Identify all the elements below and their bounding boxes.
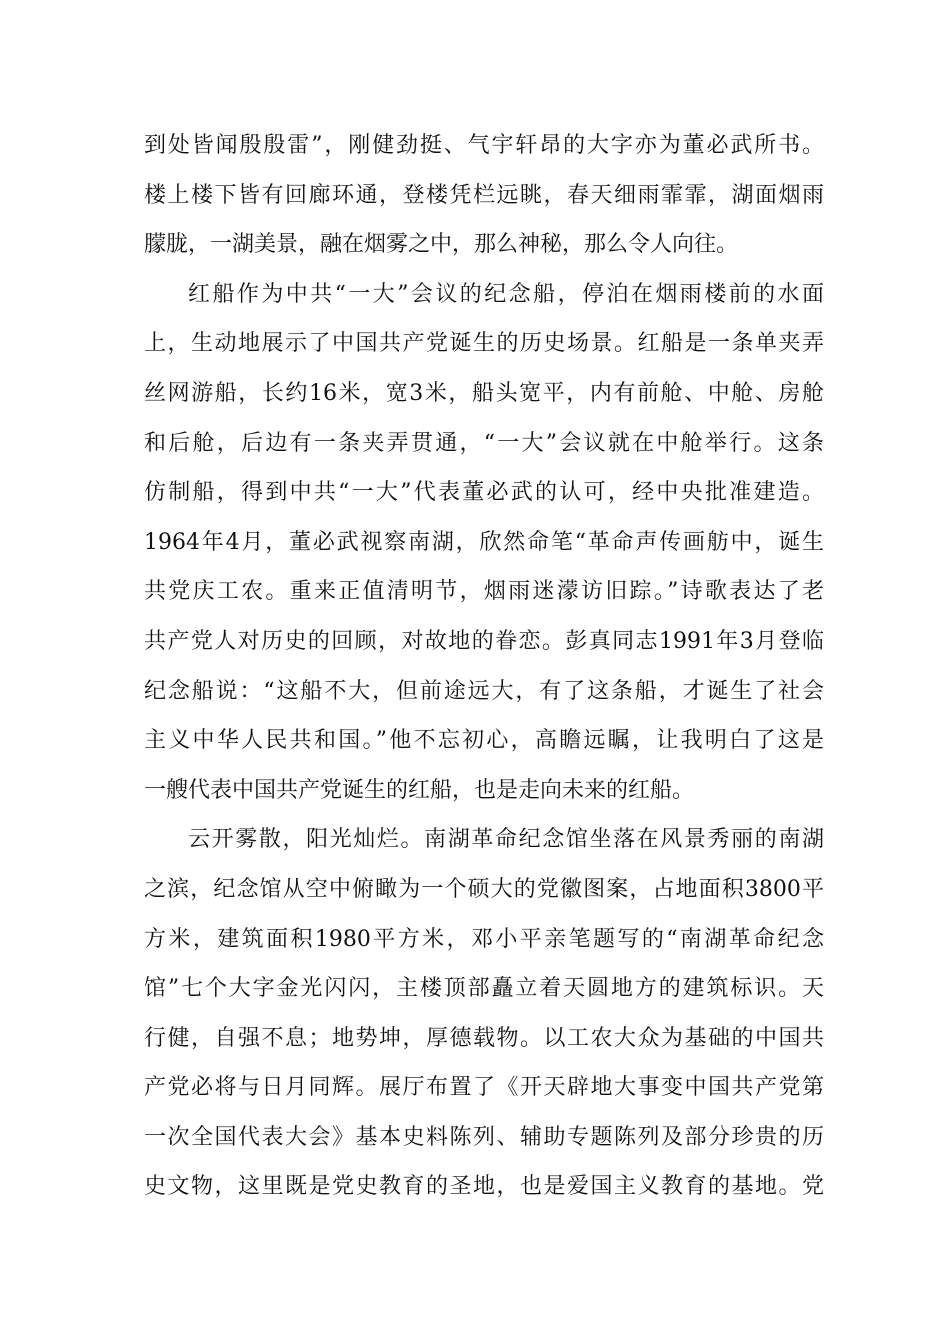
- text-line: 史文物，这里既是党史教育的圣地，也是爱国主义教育的基地。党: [144, 1174, 824, 1200]
- text-line: 朦胧，一湖美景，融在烟雾之中，那么神秘，那么令人向往。: [144, 232, 739, 258]
- text-line: 方米，建筑面积1980平方米，邓小平亲笔题写的“南湖革命纪念: [144, 926, 824, 952]
- text-line: 共党庆工农。重来正值清明节，烟雨迷濛访旧踪。”诗歌表达了老: [144, 579, 824, 605]
- text-line: 和后舱，后边有一条夹弄贯通，“一大”会议就在中舱举行。这条: [144, 430, 824, 456]
- text-line: 一艘代表中国共产党诞生的红船，也是走向未来的红船。: [144, 777, 695, 803]
- text-line: 馆”七个大字金光闪闪，主楼顶部矗立着天圆地方的建筑标识。天: [144, 976, 824, 1002]
- text-line: 产党必将与日月同辉。展厅布置了《开天辟地大事变中国共产党第: [144, 1075, 824, 1101]
- text-line: 红船作为中共“一大”会议的纪念船，停泊在烟雨楼前的水面: [188, 281, 824, 307]
- text-line: 云开雾散，阳光灿烂。南湖革命纪念馆坐落在风景秀丽的南湖: [188, 827, 824, 853]
- text-line: 丝网游船，长约16米，宽3米，船头宽平，内有前舱、中舱、房舱: [144, 380, 824, 406]
- text-line: 主义中华人民共和国。”他不忘初心，高瞻远瞩，让我明白了这是: [144, 728, 824, 754]
- text-line: 上，生动地展示了中国共产党诞生的历史场景。红船是一条单夹弄: [144, 331, 824, 357]
- text-line: 共产党人对历史的回顾，对故地的眷恋。彭真同志1991年3月登临: [144, 628, 824, 654]
- text-line: 行健，自强不息；地势坤，厚德载物。以工农大众为基础的中国共: [144, 1025, 824, 1051]
- body-text: [144, 121, 824, 1212]
- text-line: 楼上楼下皆有回廊环通，登楼凭栏远眺，春天细雨霏霏，湖面烟雨: [144, 182, 824, 208]
- text-line: 之滨，纪念馆从空中俯瞰为一个硕大的党徽图案，占地面积3800平: [144, 876, 824, 902]
- text-line: 到处皆闻殷殷雷”，刚健劲挺、气宇轩昂的大字亦为董必武所书。: [144, 133, 824, 158]
- text-line: 仿制船，得到中共“一大”代表董必武的认可，经中央批准建造。: [144, 480, 824, 506]
- text-line: 1964年4月，董必武视察南湖，欣然命笔“革命声传画舫中，诞生: [144, 529, 824, 555]
- text-line: 纪念船说：“这船不大，但前途远大，有了这条船，才诞生了社会: [144, 678, 824, 704]
- text-line: 一次全国代表大会》基本史料陈列、辅助专题陈列及部分珍贵的历: [144, 1124, 824, 1150]
